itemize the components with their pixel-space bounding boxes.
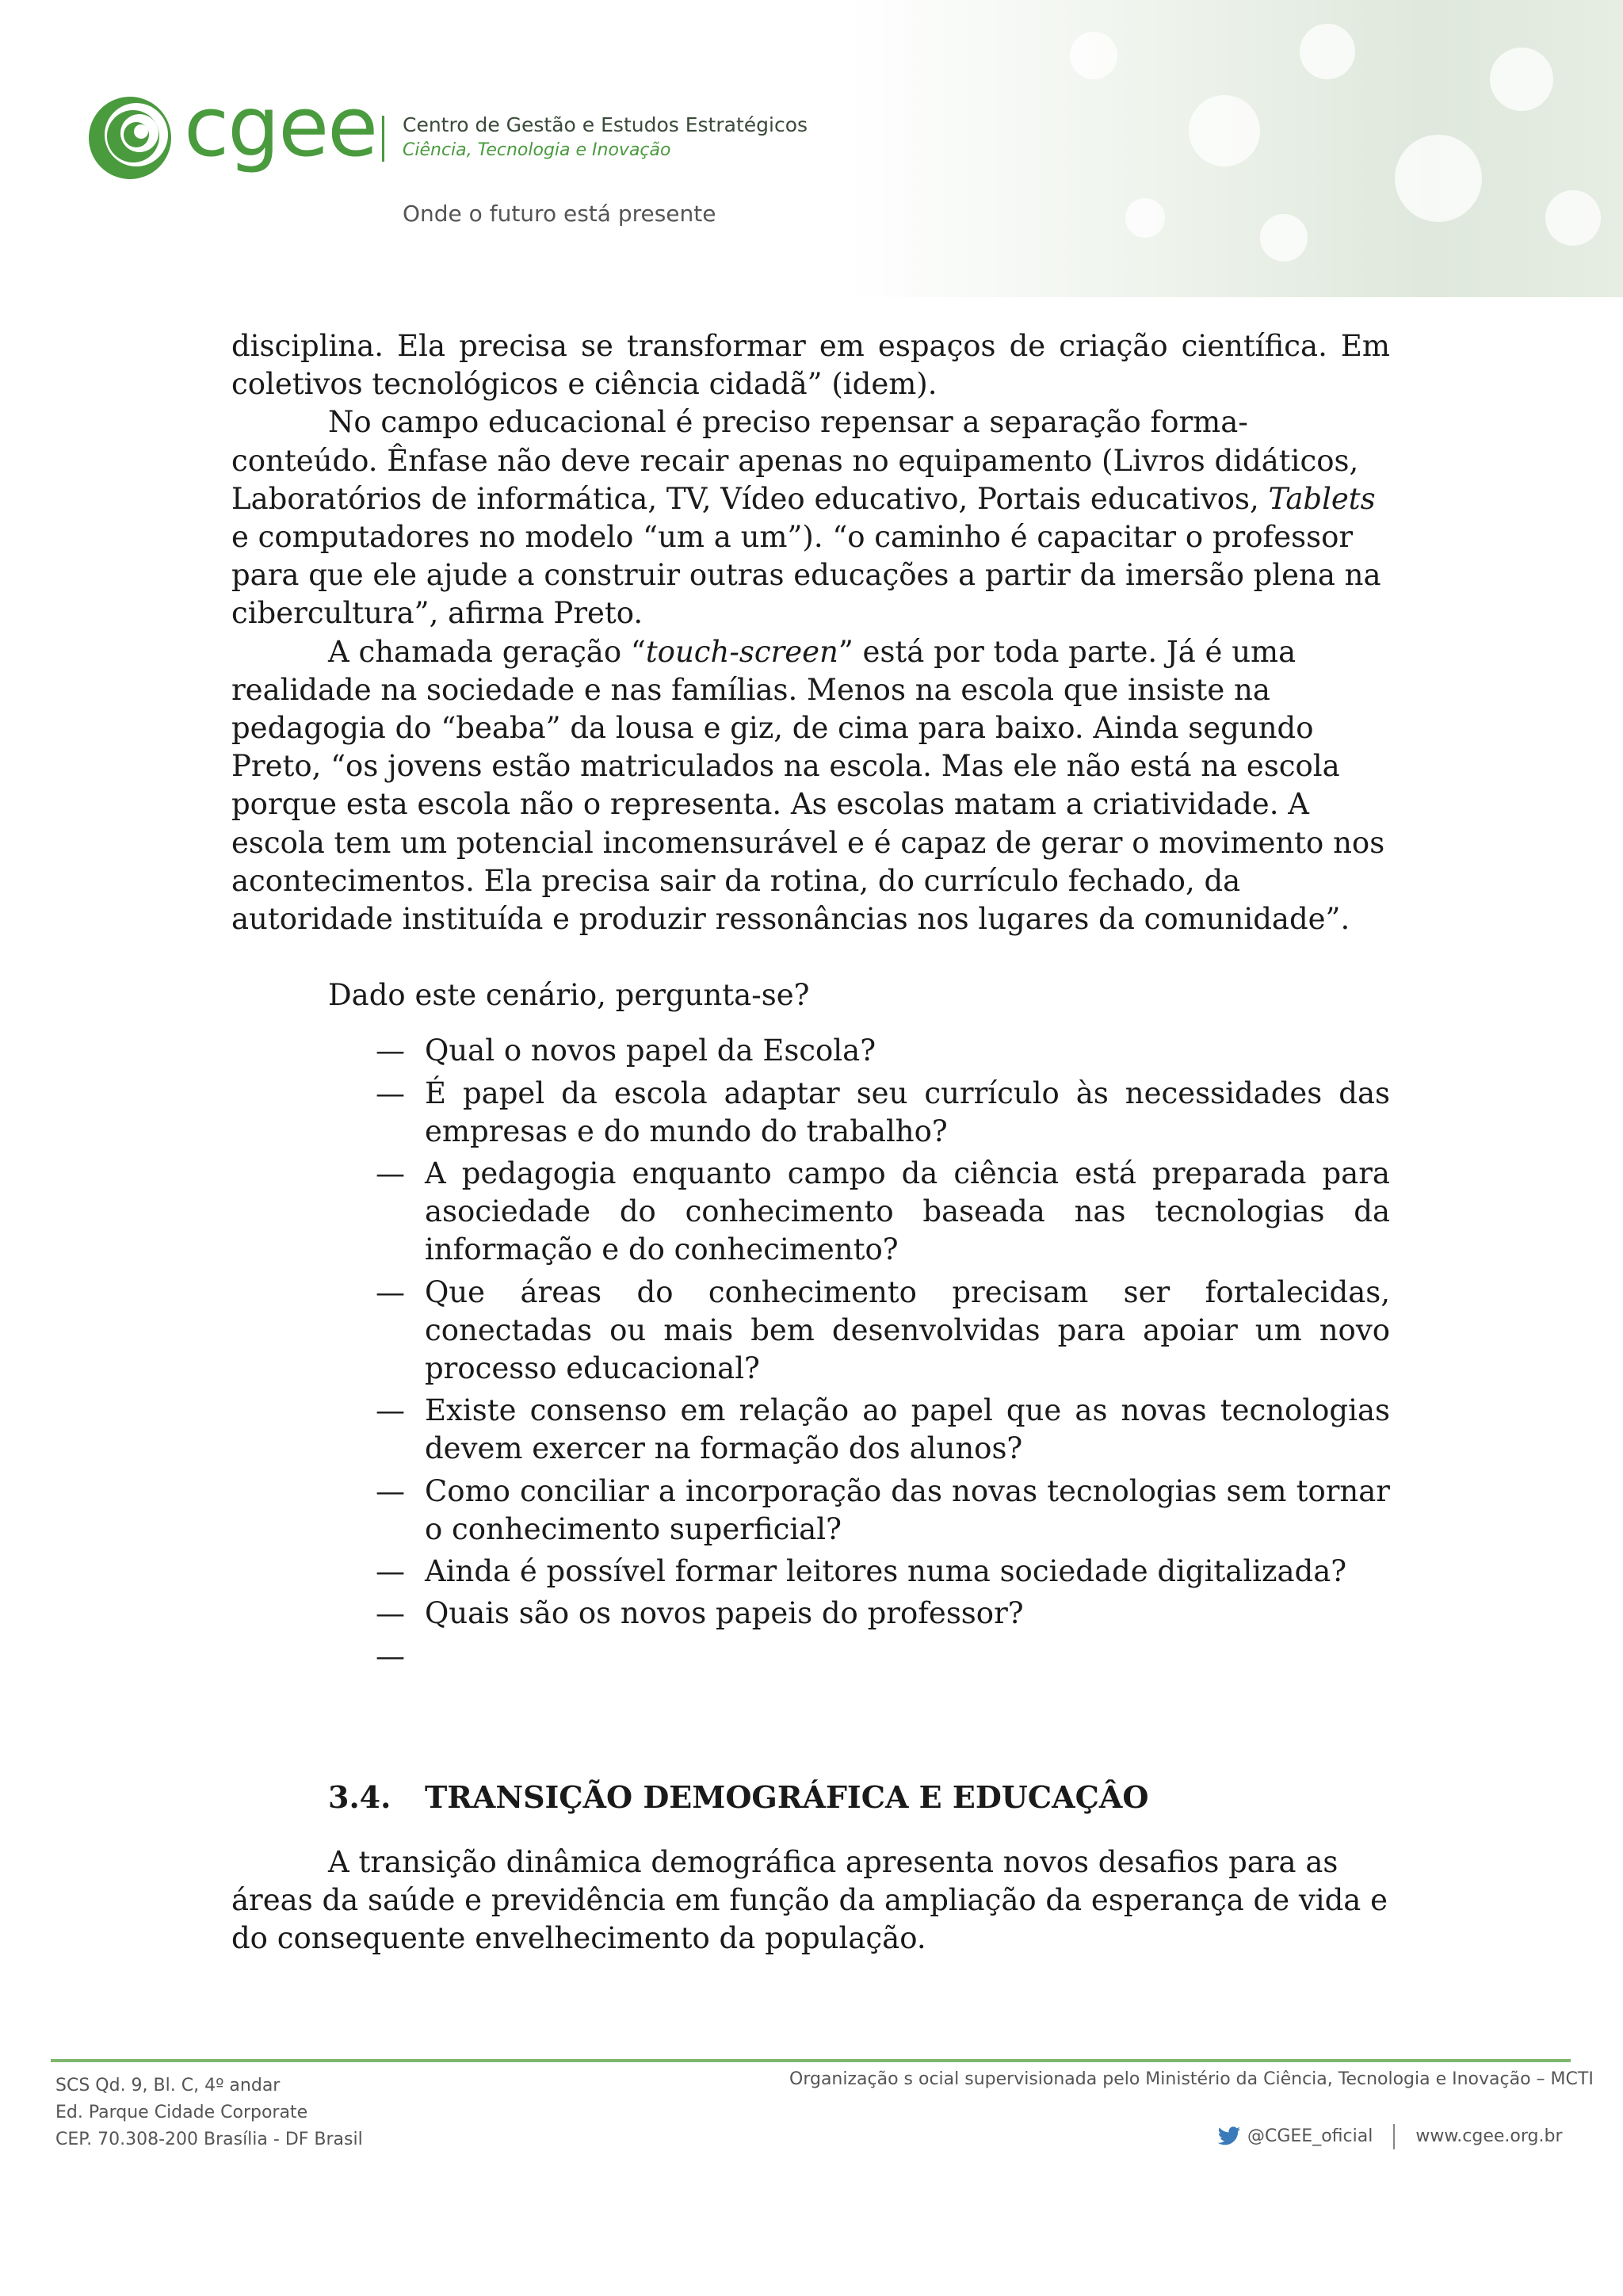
paragraph-touch-screen: A chamada geração “touch-screen” está por toda parte. Já é uma realidade na sociedade e nas famílias. Menos na escola que insiste na pedagogia do “beaba” da lousa e giz, de cima para baixo. Ainda segundo Preto, “os jovens estão matriculados na escola. Mas ele não está na escola porque esta escola não o representa. As escolas matam a criatividade. A escola tem um potencial incomensurável e é capaz de gerar o movimento nos acontecimentos. Ela precisa sair da rotina, do currículo fechado, da autoridade instituída e produzir ressonâncias nos lugares da comunidade”. <box>231 634 1385 937</box>
dash-bullet: — <box>376 1638 405 1673</box>
list-item: — Como conciliar a incorporação das novas tecnologias sem tornar o conhecimento superficial? <box>376 1473 1390 1546</box>
logo-separator <box>382 116 384 162</box>
question-list <box>376 1032 1390 1675</box>
section-title: TRANSIÇÃO DEMOGRÁFICA E EDUCAÇÂO <box>425 1778 1149 1815</box>
list-item: — Ainda é possível formar leitores numa sociedade digitalizada? <box>376 1553 1390 1591</box>
list-item: — É papel da escola adaptar seu currículo às necessidades das empresas e do mundo do trabalho? <box>376 1075 1390 1148</box>
bokeh-decoration <box>1070 32 1117 79</box>
dash-bullet: — <box>376 1554 405 1589</box>
website-link[interactable]: www.cgee.org.br <box>1415 2126 1563 2146</box>
list-item: — A pedagogia enquanto campo da ciência está preparada para asociedade do conhecimento baseada nas tecnologias da informação e do conhecimento? <box>376 1156 1390 1267</box>
tagline: Onde o futuro está presente <box>403 201 716 227</box>
org-subtitle: Ciência, Tecnologia e Inovação <box>403 140 671 160</box>
twitter-bird-icon <box>1217 2126 1241 2147</box>
footer-divider <box>51 2059 1571 2062</box>
bokeh-decoration <box>1545 190 1601 246</box>
dash-bullet: — <box>376 1033 405 1068</box>
org-name: Centro de Gestão e Estudos Estratégicos <box>403 113 808 136</box>
footer-address: SCS Qd. 9, Bl. C, 4º andar Ed. Parque Cidade Corporate CEP. 70.308-200 Brasília - DF Brasil <box>55 2076 363 2149</box>
document-body <box>231 327 1390 1958</box>
list-item-empty <box>376 1637 1390 1675</box>
dash-bullet: — <box>376 1274 405 1309</box>
bokeh-decoration <box>1260 214 1308 262</box>
paragraph-educational-field: No campo educacional é preciso repensar a separação forma-conteúdo. Ênfase não deve recair apenas no equipamento (Livros didáticos, Laboratórios de informática, TV, Vídeo educativo, Portais educativos, Tablets e computadores no modelo “um a um”). “o caminho é capacitar o professor para que ele ajude a construir outras educações a partir da imersão plena na cibercultura”, afirma Preto. <box>231 405 1381 631</box>
page-header <box>0 0 1623 297</box>
dash-bullet: — <box>376 1596 405 1631</box>
bokeh-decoration <box>1189 95 1260 166</box>
question-intro: Dado este cenário, pergunta-se? <box>328 978 810 1013</box>
dash-bullet: — <box>376 1075 405 1110</box>
list-item: — Qual o novos papel da Escola? <box>376 1032 1390 1070</box>
footer-org-note: Organização s ocial supervisionada pelo Ministério da Ciência, Tecnologia e Inovação – MCTI <box>789 2069 1594 2089</box>
footer-separator <box>1393 2124 1395 2149</box>
paragraph-demographic: A transição dinâmica demográfica apresenta novos desafios para as áreas da saúde e previdência em função da ampliação da esperança de vida e do consequente envelhecimento da população. <box>231 1844 1388 1956</box>
bokeh-decoration <box>1395 135 1482 222</box>
dash-bullet: — <box>376 1473 405 1508</box>
bokeh-decoration <box>1490 48 1553 111</box>
paragraph-continuation: disciplina. Ela precisa se transformar em espaços de criação científica. Em coletivos tecnológicos e ciência cidadã” (idem). <box>231 329 1390 402</box>
section-number: 3.4. <box>328 1778 391 1815</box>
bokeh-decoration <box>1125 198 1165 238</box>
logo-wordmark: cgee <box>184 78 377 175</box>
dash-bullet: — <box>376 1393 405 1428</box>
list-item: — Existe consenso em relação ao papel que as novas tecnologias devem exercer na formação dos alunos? <box>376 1393 1390 1466</box>
twitter-handle[interactable]: @CGEE_oficial <box>1247 2126 1373 2146</box>
emphasis-touch-screen: touch-screen <box>645 634 838 669</box>
section-heading <box>328 1778 1390 1817</box>
footer-social <box>1217 2123 1563 2150</box>
list-item: — Quais são os novos papeis do professor? <box>376 1595 1390 1633</box>
bokeh-decoration <box>1300 24 1355 79</box>
emphasis-tablets: Tablets <box>1268 481 1376 516</box>
dash-bullet: — <box>376 1156 405 1191</box>
list-item: — Que áreas do conhecimento precisam ser fortalecidas, conectadas ou mais bem desenvolvidas para apoiar um novo processo educacional? <box>376 1274 1390 1386</box>
cgee-logo-icon <box>86 94 174 182</box>
